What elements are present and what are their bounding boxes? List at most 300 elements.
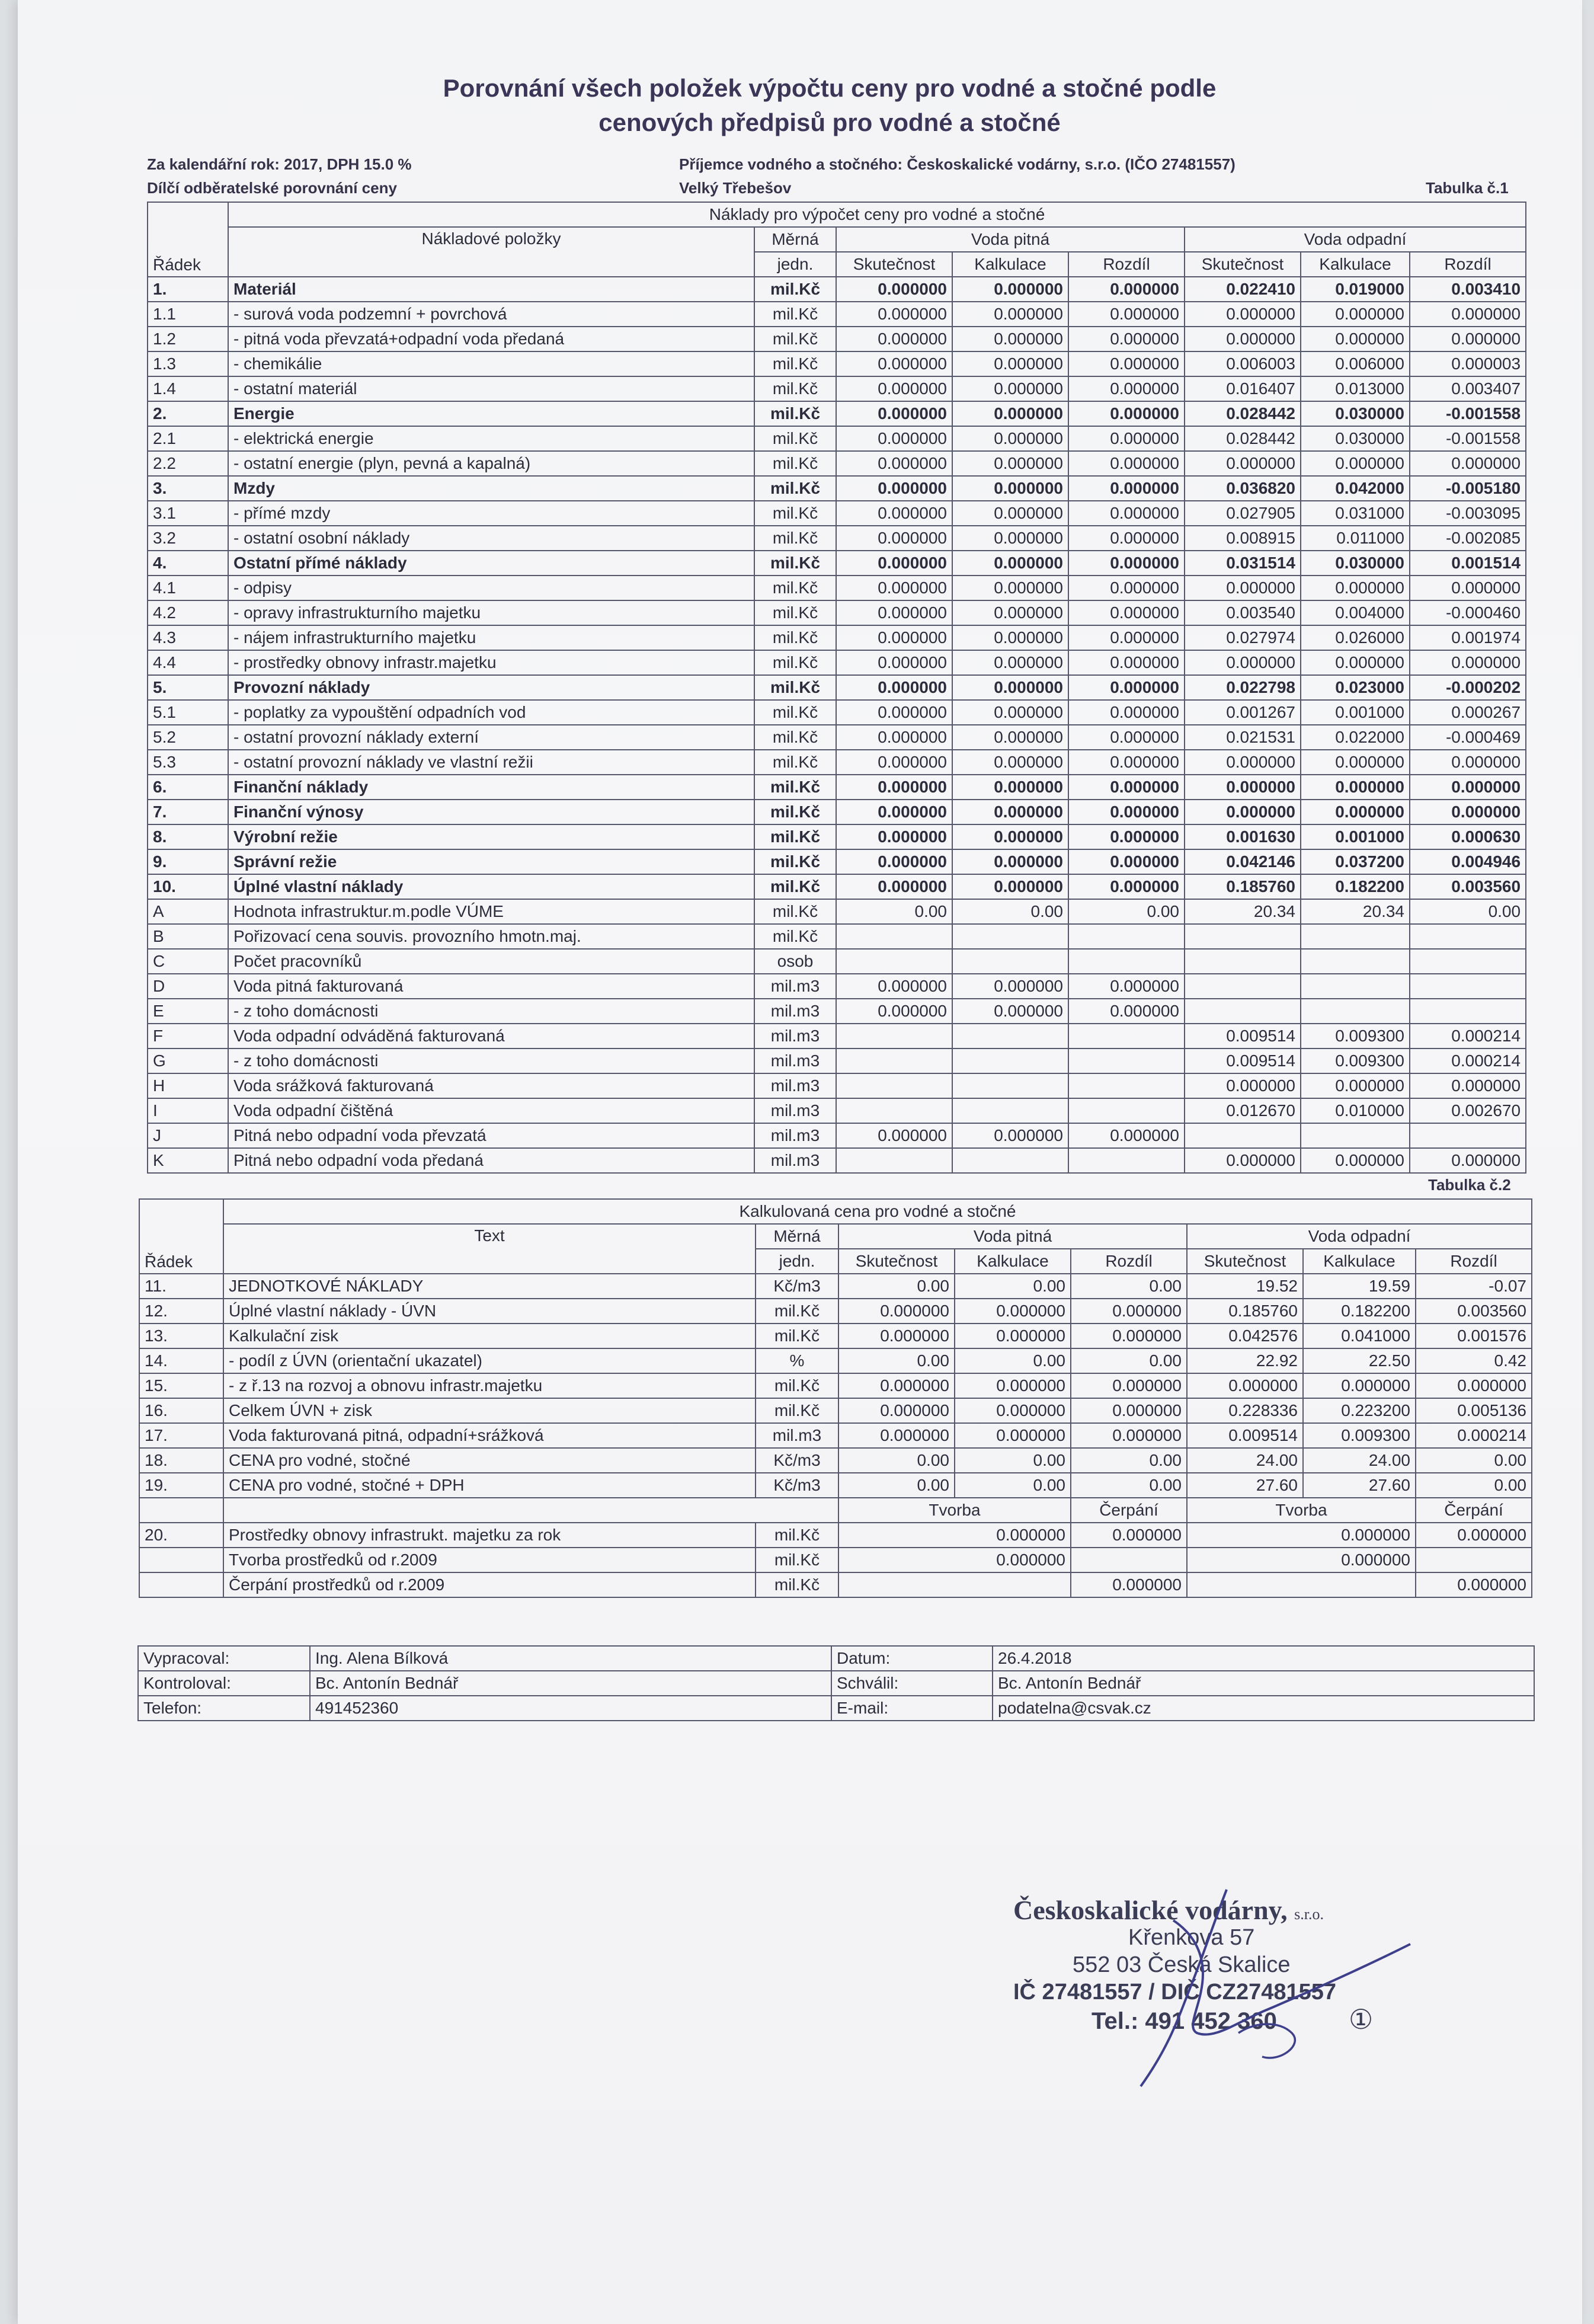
row-value-cell: 0.000000 [1410, 750, 1526, 775]
row-value-cell: 0.000000 [1303, 1373, 1416, 1398]
column-subheader: Kalkulace [1303, 1249, 1416, 1274]
row-item-name: Celkem ÚVN + zisk [223, 1398, 756, 1423]
row-value-cell: 0.185760 [1187, 1299, 1303, 1324]
column-subheader: Kalkulace [955, 1249, 1071, 1274]
row-unit: mil.m3 [756, 1423, 838, 1448]
row-value-cell: 0.00 [838, 1274, 955, 1299]
row-value-cell [836, 1048, 952, 1073]
row-value-cell: 0.000000 [836, 750, 952, 775]
row-number: C [148, 949, 228, 974]
fund-value-cell: 0.000000 [1071, 1572, 1187, 1597]
row-value-cell: -0.003095 [1410, 501, 1526, 526]
row-value-cell [836, 949, 952, 974]
column-header-unit: Měrná [756, 1224, 838, 1249]
fund-header-creation: Tvorba [838, 1498, 1071, 1523]
row-value-cell: -0.001558 [1410, 426, 1526, 451]
row-value-cell: 0.000000 [1068, 675, 1185, 700]
row-value-cell: 0.012670 [1185, 1098, 1301, 1123]
row-value-cell: 0.000000 [836, 376, 952, 401]
row-value-cell [1185, 999, 1301, 1024]
prepared-by-label: Vypracoval: [138, 1646, 310, 1671]
table1-super-header: Náklady pro výpočet ceny pro vodné a stočné [228, 202, 1526, 227]
table-row [148, 775, 1526, 800]
table-row [139, 1274, 1532, 1299]
row-value-cell [836, 1024, 952, 1048]
approval-info-table [137, 1645, 1535, 1721]
row-unit: Kč/m3 [756, 1473, 838, 1498]
row-unit: mil.Kč [754, 426, 836, 451]
row-value-cell: 0.000000 [952, 277, 1068, 302]
table-row [139, 1473, 1532, 1498]
row-number: 9. [148, 849, 228, 874]
row-value-cell: 0.000000 [952, 600, 1068, 625]
row-value-cell: 0.000000 [1068, 999, 1185, 1024]
row-value-cell: 0.000000 [1068, 625, 1185, 650]
row-value-cell: 0.000000 [955, 1299, 1071, 1324]
row-value-cell: 0.009300 [1301, 1048, 1410, 1073]
column-header-text: Text [223, 1224, 756, 1274]
row-unit: mil.Kč [756, 1373, 838, 1398]
row-value-cell: 0.00 [1071, 1473, 1187, 1498]
fund-value-cell: 0.000000 [838, 1548, 1071, 1572]
row-value-cell: 0.00 [955, 1274, 1071, 1299]
column-subheader: Rozdíl [1416, 1249, 1532, 1274]
row-value-cell: 0.036820 [1185, 476, 1301, 501]
row-value-cell [952, 1048, 1068, 1073]
row-item-name: - podíl z ÚVN (orientační ukazatel) [223, 1348, 756, 1373]
row-item-name: - z toho domácnosti [228, 999, 754, 1024]
row-value-cell: 20.34 [1185, 899, 1301, 924]
handwritten-signature [1114, 1885, 1422, 2092]
group-header-drinking-water: Voda pitná [836, 227, 1185, 252]
row-value-cell: 0.000000 [952, 874, 1068, 899]
row-number: 4.3 [148, 625, 228, 650]
row-value-cell: 0.006000 [1301, 351, 1410, 376]
row-unit: mil.Kč [754, 501, 836, 526]
row-value-cell: 0.000000 [1068, 551, 1185, 576]
row-unit: osob [754, 949, 836, 974]
column-subheader: Skutečnost [836, 252, 952, 277]
table-row [148, 700, 1526, 725]
column-header-row: Řádek [139, 1199, 223, 1274]
row-value-cell: 0.000000 [952, 849, 1068, 874]
row-number: 14. [139, 1348, 223, 1373]
row-value-cell: 0.031000 [1301, 501, 1410, 526]
group-header-waste-water: Voda odpadní [1187, 1224, 1532, 1249]
row-item-name: Voda srážková fakturovaná [228, 1073, 754, 1098]
column-subheader: Kalkulace [952, 252, 1068, 277]
prepared-by-value: Ing. Alena Bílková [310, 1646, 831, 1671]
row-item-name: - pitná voda převzatá+odpadní voda předaná [228, 327, 754, 351]
row-value-cell: 0.00 [955, 1448, 1071, 1473]
table-row [148, 625, 1526, 650]
table-row [148, 476, 1526, 501]
row-value-cell: 0.000000 [1068, 874, 1185, 899]
row-number: 4. [148, 551, 228, 576]
row-value-cell: 0.000000 [1068, 576, 1185, 600]
row-value-cell: 0.000000 [1185, 327, 1301, 351]
row-value-cell: 0.000000 [836, 401, 952, 426]
row-value-cell: 0.000000 [1068, 451, 1185, 476]
row-value-cell: 0.008915 [1185, 526, 1301, 551]
row-item-name: JEDNOTKOVÉ NÁKLADY [223, 1274, 756, 1299]
row-value-cell: 0.031514 [1185, 551, 1301, 576]
row-number: 11. [139, 1274, 223, 1299]
row-value-cell: 0.182200 [1301, 874, 1410, 899]
row-item-name: Pořizovací cena souvis. provozního hmotn.maj. [228, 924, 754, 949]
row-value-cell: 0.00 [838, 1448, 955, 1473]
row-value-cell: 0.009300 [1301, 1024, 1410, 1048]
row-value-cell: 0.228336 [1187, 1398, 1303, 1423]
row-value-cell: 0.042146 [1185, 849, 1301, 874]
row-value-cell [952, 1098, 1068, 1123]
row-value-cell [952, 949, 1068, 974]
row-value-cell: 0.000000 [955, 1398, 1071, 1423]
row-value-cell [836, 1073, 952, 1098]
row-number: 10. [148, 874, 228, 899]
row-value-cell: 0.009300 [1303, 1423, 1416, 1448]
row-value-cell [952, 1073, 1068, 1098]
table-row [148, 675, 1526, 700]
row-value-cell [1185, 1123, 1301, 1148]
group-header-waste-water: Voda odpadní [1185, 227, 1526, 252]
row-value-cell [836, 1098, 952, 1123]
calculated-price-table [139, 1198, 1532, 1598]
row-value-cell: 0.000000 [1068, 849, 1185, 874]
fund-value-cell: 0.000000 [838, 1523, 1071, 1548]
column-subheader: Kalkulace [1301, 252, 1410, 277]
row-value-cell: 0.00 [1068, 899, 1185, 924]
row-value-cell: 0.000000 [1068, 974, 1185, 999]
row-value-cell: 0.000000 [952, 451, 1068, 476]
phone-value: 491452360 [310, 1696, 831, 1721]
row-value-cell: 0.000000 [1410, 800, 1526, 824]
row-number: A [148, 899, 228, 924]
row-value-cell: 0.000630 [1410, 824, 1526, 849]
row-value-cell: 0.028442 [1185, 426, 1301, 451]
table-row [148, 1098, 1526, 1123]
row-value-cell: 0.027974 [1185, 625, 1301, 650]
row-unit: mil.m3 [754, 1098, 836, 1123]
row-value-cell: 0.000000 [836, 700, 952, 725]
row-value-cell: 0.000000 [1410, 1073, 1526, 1098]
row-number: 18. [139, 1448, 223, 1473]
row-value-cell: 0.000000 [952, 675, 1068, 700]
table-row [148, 327, 1526, 351]
row-value-cell: 0.000000 [1071, 1423, 1187, 1448]
year-label: Za kalendářní rok: 2017, DPH 15.0 % [147, 155, 412, 173]
row-item-name: Kalkulační zisk [223, 1324, 756, 1348]
row-value-cell: 0.000214 [1410, 1024, 1526, 1048]
row-item-name: Voda odpadní odváděná fakturovaná [228, 1024, 754, 1048]
row-number: K [148, 1148, 228, 1173]
row-item-name: - surová voda podzemní + povrchová [228, 302, 754, 327]
stamp-company-name: Českoskalické vodárny [1013, 1895, 1281, 1925]
column-subheader: Skutečnost [838, 1249, 955, 1274]
row-value-cell: 0.000000 [836, 551, 952, 576]
table-row [139, 1398, 1532, 1423]
row-unit: mil.Kč [754, 476, 836, 501]
row-item-name: CENA pro vodné, stočné + DPH [223, 1473, 756, 1498]
row-value-cell: 0.000000 [1301, 750, 1410, 775]
row-value-cell: 0.000000 [1068, 824, 1185, 849]
row-number: E [148, 999, 228, 1024]
row-value-cell: 0.000000 [1301, 302, 1410, 327]
column-subheader: Rozdíl [1071, 1249, 1187, 1274]
stamp-phone: Tel.: 491 452 360 [1092, 2008, 1277, 2034]
row-value-cell: 0.000000 [1068, 1123, 1185, 1148]
row-value-cell: 0.000000 [836, 675, 952, 700]
row-value-cell: 0.182200 [1303, 1299, 1416, 1324]
table-row [148, 302, 1526, 327]
email-value: podatelna@csvak.cz [993, 1696, 1534, 1721]
row-value-cell [1185, 949, 1301, 974]
row-value-cell: 0.000000 [1301, 775, 1410, 800]
row-value-cell: 0.000000 [952, 351, 1068, 376]
row-value-cell: 0.000000 [1185, 775, 1301, 800]
row-value-cell: 0.00 [838, 1348, 955, 1373]
row-value-cell: 0.000000 [836, 476, 952, 501]
row-value-cell [1410, 1123, 1526, 1148]
row-value-cell: 0.001000 [1301, 824, 1410, 849]
row-value-cell: 0.000000 [836, 501, 952, 526]
row-value-cell [1068, 1048, 1185, 1073]
row-unit: mil.Kč [754, 351, 836, 376]
row-unit: mil.Kč [756, 1523, 838, 1548]
row-item-name: Materiál [228, 277, 754, 302]
row-value-cell: 0.000000 [1068, 750, 1185, 775]
fund-value-cell: 0.000000 [1187, 1523, 1416, 1548]
row-value-cell: 0.030000 [1301, 551, 1410, 576]
row-value-cell: 0.009514 [1185, 1048, 1301, 1073]
row-value-cell: 0.000000 [1185, 576, 1301, 600]
row-value-cell: 0.000000 [952, 426, 1068, 451]
row-item-name: Voda fakturovaná pitná, odpadní+srážková [223, 1423, 756, 1448]
row-value-cell: 0.000000 [1416, 1373, 1532, 1398]
row-value-cell: 0.009514 [1187, 1423, 1303, 1448]
row-number [139, 1572, 223, 1597]
row-value-cell: 0.000000 [952, 327, 1068, 351]
row-number: F [148, 1024, 228, 1048]
row-item-name: - ostatní provozní náklady ve vlastní režii [228, 750, 754, 775]
row-value-cell: 0.000000 [1068, 800, 1185, 824]
stamp-street: Křenkova 57 [1128, 1925, 1255, 1950]
table-row [148, 1073, 1526, 1098]
table-row [148, 551, 1526, 576]
row-value-cell: 0.000000 [836, 650, 952, 675]
row-number [139, 1548, 223, 1572]
row-unit: mil.Kč [754, 824, 836, 849]
table-row [148, 451, 1526, 476]
row-value-cell: 0.042576 [1187, 1324, 1303, 1348]
column-header-unit-2: jedn. [756, 1249, 838, 1274]
row-value-cell: 0.000000 [1410, 775, 1526, 800]
row-unit: mil.Kč [756, 1572, 838, 1597]
row-number: 6. [148, 775, 228, 800]
row-value-cell: 0.000000 [1301, 800, 1410, 824]
row-unit: mil.Kč [754, 302, 836, 327]
row-value-cell: 0.037200 [1301, 849, 1410, 874]
approved-by-value: Bc. Antonín Bednář [993, 1671, 1534, 1696]
locality-label: Velký Třebešov [679, 179, 792, 197]
column-subheader: Rozdíl [1410, 252, 1526, 277]
checked-by-label: Kontroloval: [138, 1671, 310, 1696]
row-value-cell: 0.000000 [952, 551, 1068, 576]
row-number: 3.1 [148, 501, 228, 526]
row-value-cell: 0.00 [1416, 1473, 1532, 1498]
row-value-cell [1068, 1148, 1185, 1173]
row-number: H [148, 1073, 228, 1098]
stamp-ids: IČ 27481557 / DIČ CZ27481557 [1013, 1980, 1337, 2005]
row-number: 1.3 [148, 351, 228, 376]
row-number: 7. [148, 800, 228, 824]
row-number: 19. [139, 1473, 223, 1498]
row-number: 5.1 [148, 700, 228, 725]
table-row [148, 526, 1526, 551]
row-value-cell: 0.000000 [952, 775, 1068, 800]
row-value-cell: 0.000000 [1068, 700, 1185, 725]
table-row [139, 1299, 1532, 1324]
stamp-company-suffix: s.r.o. [1294, 1906, 1324, 1923]
row-unit: mil.m3 [754, 1123, 836, 1148]
row-number: 5.3 [148, 750, 228, 775]
row-unit: mil.Kč [754, 725, 836, 750]
row-unit: mil.Kč [754, 924, 836, 949]
row-value-cell [1301, 949, 1410, 974]
row-value-cell: 0.001630 [1185, 824, 1301, 849]
partial-comparison-label: Dílčí odběratelské porovnání ceny [147, 179, 397, 197]
row-number: 1. [148, 277, 228, 302]
row-value-cell: -0.000460 [1410, 600, 1526, 625]
row-value-cell [1068, 1098, 1185, 1123]
row-value-cell: 0.000000 [838, 1324, 955, 1348]
row-value-cell: 0.000000 [1068, 426, 1185, 451]
row-value-cell [1410, 999, 1526, 1024]
fund-header-creation: Tvorba [1187, 1498, 1416, 1523]
table-row [148, 1123, 1526, 1148]
row-item-name: Čerpání prostředků od r.2009 [223, 1572, 756, 1597]
row-value-cell: 0.000000 [838, 1423, 955, 1448]
table-row [148, 351, 1526, 376]
row-number: 4.4 [148, 650, 228, 675]
row-value-cell: 0.001576 [1416, 1324, 1532, 1348]
row-value-cell: 0.000000 [1068, 501, 1185, 526]
row-value-cell: 0.000000 [1185, 1073, 1301, 1098]
row-number: 1.2 [148, 327, 228, 351]
row-unit: mil.Kč [754, 526, 836, 551]
row-item-name: - ostatní materiál [228, 376, 754, 401]
row-value-cell [1185, 974, 1301, 999]
row-item-name: - poplatky za vypouštění odpadních vod [228, 700, 754, 725]
row-unit: mil.Kč [754, 451, 836, 476]
row-unit: mil.m3 [754, 1048, 836, 1073]
row-value-cell: 0.030000 [1301, 426, 1410, 451]
row-value-cell: 0.000000 [1071, 1324, 1187, 1348]
row-item-name: Voda odpadní čištěná [228, 1098, 754, 1123]
row-value-cell: 0.003560 [1410, 874, 1526, 899]
row-item-name: - opravy infrastrukturního majetku [228, 600, 754, 625]
row-value-cell: 0.000000 [955, 1423, 1071, 1448]
row-number: 5.2 [148, 725, 228, 750]
row-value-cell [1301, 1123, 1410, 1148]
row-value-cell: 0.000000 [952, 750, 1068, 775]
row-item-name: Správní režie [228, 849, 754, 874]
row-number: D [148, 974, 228, 999]
table-row [148, 750, 1526, 775]
row-value-cell [836, 924, 952, 949]
recipient-label: Příjemce vodného a stočného: Českoskalické vodárny, s.r.o. (IČO 27481557) [679, 155, 1235, 173]
row-value-cell: 0.000000 [1068, 277, 1185, 302]
row-value-cell: 0.000000 [1301, 576, 1410, 600]
row-value-cell: 0.000000 [836, 277, 952, 302]
row-value-cell: 0.000000 [836, 874, 952, 899]
document-title [438, 71, 1221, 140]
row-value-cell: 0.000000 [838, 1373, 955, 1398]
row-item-name: Energie [228, 401, 754, 426]
row-value-cell: 0.000000 [838, 1299, 955, 1324]
fund-header-usage: Čerpání [1416, 1498, 1532, 1523]
row-unit: mil.m3 [754, 1073, 836, 1098]
fund-row [139, 1523, 1532, 1548]
row-value-cell: 0.022000 [1301, 725, 1410, 750]
row-value-cell: 0.028442 [1185, 401, 1301, 426]
row-unit: mil.Kč [754, 401, 836, 426]
row-value-cell: 24.00 [1303, 1448, 1416, 1473]
row-value-cell [1410, 974, 1526, 999]
row-value-cell: 0.000000 [952, 725, 1068, 750]
row-value-cell: 0.000267 [1410, 700, 1526, 725]
row-value-cell: 0.000000 [1068, 302, 1185, 327]
row-value-cell: 0.001000 [1301, 700, 1410, 725]
row-value-cell: 0.000000 [1301, 1073, 1410, 1098]
email-label: E-mail: [831, 1696, 993, 1721]
row-item-name: Prostředky obnovy infrastrukt. majetku za rok [223, 1523, 756, 1548]
row-unit: mil.Kč [754, 775, 836, 800]
row-value-cell: 0.019000 [1301, 277, 1410, 302]
row-value-cell: 0.000000 [1068, 650, 1185, 675]
row-number: 2. [148, 401, 228, 426]
row-value-cell: 0.000000 [836, 526, 952, 551]
fund-row [139, 1548, 1532, 1572]
fund-header-blank [139, 1498, 223, 1523]
row-unit: mil.Kč [754, 551, 836, 576]
table-row [148, 401, 1526, 426]
row-value-cell [1301, 999, 1410, 1024]
row-value-cell: 0.003407 [1410, 376, 1526, 401]
row-number: G [148, 1048, 228, 1073]
row-value-cell: 0.000214 [1410, 1048, 1526, 1073]
row-value-cell: 0.013000 [1301, 376, 1410, 401]
row-value-cell: 0.000003 [1410, 351, 1526, 376]
row-value-cell: 0.002670 [1410, 1098, 1526, 1123]
row-unit: mil.Kč [754, 277, 836, 302]
row-value-cell: -0.002085 [1410, 526, 1526, 551]
row-value-cell: 19.59 [1303, 1274, 1416, 1299]
row-value-cell: 0.000000 [1185, 800, 1301, 824]
row-value-cell: 0.000000 [952, 501, 1068, 526]
row-value-cell [1301, 924, 1410, 949]
row-unit: mil.Kč [756, 1299, 838, 1324]
row-number: 2.1 [148, 426, 228, 451]
row-value-cell: 0.004000 [1301, 600, 1410, 625]
column-subheader: Skutečnost [1185, 252, 1301, 277]
row-item-name: Pitná nebo odpadní voda převzatá [228, 1123, 754, 1148]
row-value-cell: 0.000000 [1068, 376, 1185, 401]
table-row [148, 874, 1526, 899]
table-row [148, 849, 1526, 874]
row-value-cell: 0.000000 [836, 327, 952, 351]
row-value-cell: 0.000000 [1410, 650, 1526, 675]
